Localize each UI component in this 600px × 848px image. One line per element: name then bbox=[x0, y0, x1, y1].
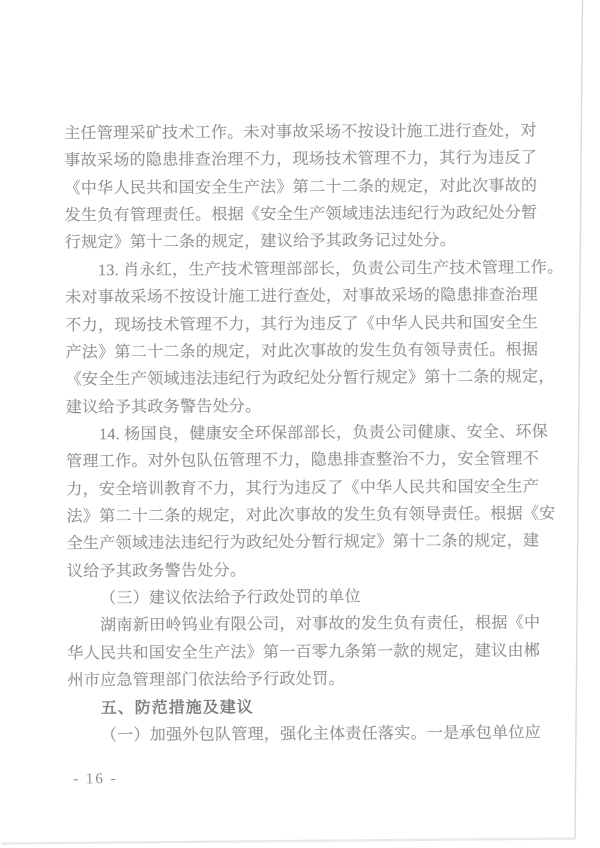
document-line: 行规定》第十二条的规定，建议给予其政务记过处分。 bbox=[64, 232, 457, 252]
document-line: 未对事故采场不按设计施工进行查处，对事故采场的隐患排查治理 bbox=[65, 286, 538, 307]
document-line: 13. 肖永红，生产技术管理部部长，负责公司生产技术管理工作。 bbox=[98, 259, 564, 280]
document-line: 五、防范措施及建议 bbox=[100, 698, 254, 717]
document-text-block bbox=[64, 118, 564, 750]
document-line: 《中华人民共和国安全生产法》第二十二条的规定，对此次事故的 bbox=[64, 177, 538, 198]
document-line: 不力，现场技术管理不力，其行为违反了《中华人民共和国安全生 bbox=[65, 314, 539, 334]
document-line: 力，安全培训教育不力，其行为违反了《中华人民共和国安全生产 bbox=[66, 478, 540, 499]
document-line: 14. 杨国良，健康安全环保部部长，负责公司健康、安全、环保 bbox=[99, 423, 549, 444]
document-line: 《安全生产领域违法违纪行为政纪处分暂行规定》第十二条的规定， bbox=[65, 368, 555, 389]
document-line: 建议给予其政务警告处分。 bbox=[65, 397, 262, 417]
document-line: 发生负有管理责任。根据《安全生产领域违法违纪行为政纪处分暂 bbox=[64, 204, 538, 225]
document-line: 产法》第二十二条的规定，对此次事故的发生负有领导责任。根据 bbox=[65, 341, 539, 362]
document-line: 法》第二十二条的规定，对此次事故的发生负有领导责任。根据《安 bbox=[66, 505, 556, 526]
document-line: （三）建议依法给予行政处罚的单位 bbox=[100, 588, 361, 608]
document-line: 管理工作。对外包队伍管理不力，隐患排查整治不力，安全管理不 bbox=[66, 450, 539, 471]
document-line: 华人民共和国安全生产法》第一百零九条第一款的规定，建议由郴 bbox=[67, 642, 541, 663]
document-line: 湖南新田岭钨业有限公司，对事故的发生负有责任，根据《中 bbox=[100, 615, 541, 635]
page-number: - 16 - bbox=[73, 771, 118, 788]
document-line: 全生产领域违法违纪行为政纪处分暂行规定》第十二条的规定，建 bbox=[66, 532, 540, 553]
document-line: （一）加强外包队管理，强化主体责任落实。一是承包单位应 bbox=[100, 724, 542, 745]
document-line: 议给予其政务警告处分。 bbox=[66, 562, 247, 581]
document-line: 事故采场的隐患排查治理不力，现场技术管理不力，其行为违反了 bbox=[64, 149, 538, 170]
document-line: 主任管理采矿技术工作。未对事故采场不按设计施工进行查处，对 bbox=[64, 122, 537, 143]
document-line: 州市应急管理部门依法给予行政处罚。 bbox=[67, 670, 345, 690]
